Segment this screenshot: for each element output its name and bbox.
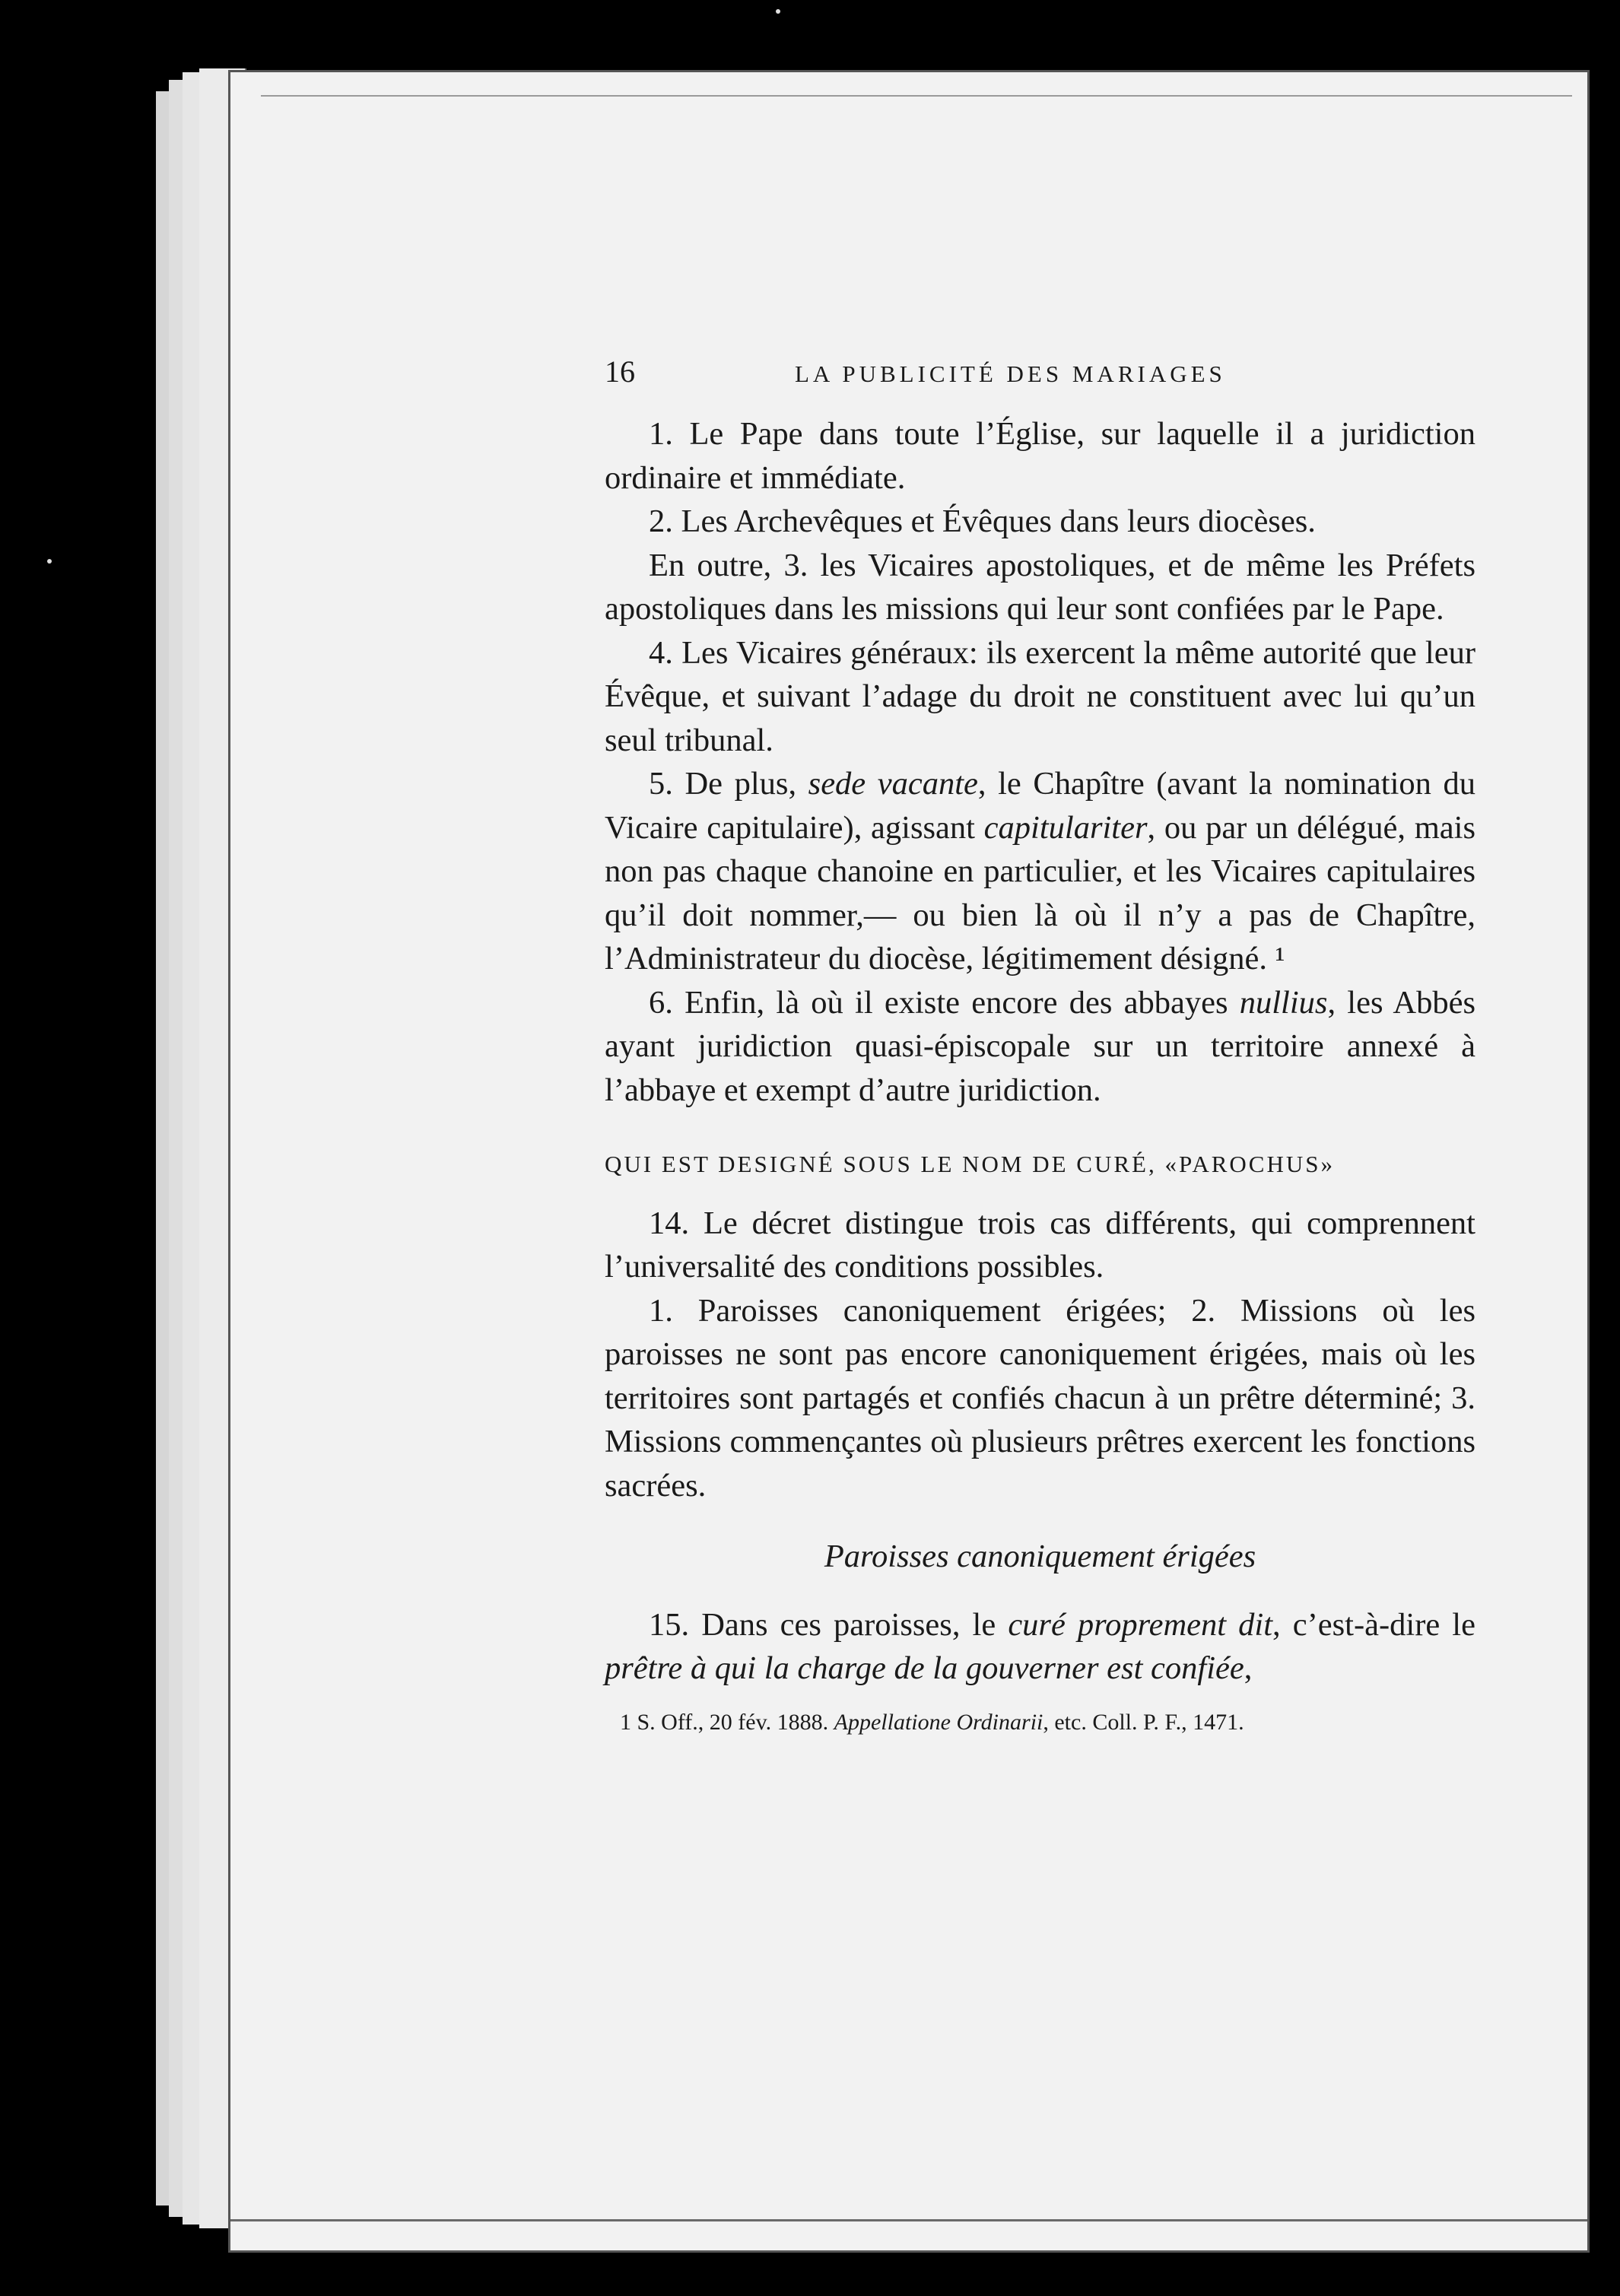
paragraph-14-list: 1. Paroisses canoniquement érigées; 2. Missions où les paroisses ne sont pas encore canoniquement érigées, mais où les territoires sont partagés et confiés chacun à un prêtre déterminé; 3. Missions commençantes où plusieurs prêtres exercent les fonctions sacrées. — [605, 1292, 1475, 1504]
italic-run: prêtre à qui la charge de la gouverner est confiée — [605, 1650, 1244, 1686]
text-run: 1 S. Off., 20 fév. 1888. — [620, 1709, 834, 1735]
italic-run: sede vacante — [808, 766, 978, 802]
italic-run: curé proprement dit — [1008, 1606, 1273, 1643]
page-number: 16 — [605, 354, 635, 389]
text-run: , etc. Coll. P. F., 1471. — [1043, 1709, 1244, 1735]
paragraph-2: 2. Les Archevêques et Évêques dans leurs diocèses. — [649, 503, 1316, 539]
paragraph-6 — [605, 981, 1475, 1113]
footnote — [605, 1707, 1475, 1738]
text-run: 5. De plus, — [649, 766, 808, 802]
italic-run: nullius — [1239, 984, 1328, 1021]
text-run: , les Abbés ayant juridiction quasi-épiscopale sur un territoire annexé à l’abbaye et exempt d’autre juridiction. — [605, 984, 1475, 1108]
paragraph-4: 4. Les Vicaires généraux: ils exercent la même autorité que leur Évêque, et suivant l’adage du droit ne constituent avec lui qu’un seul tribunal. — [605, 634, 1475, 758]
text-run: 6. Enfin, là où il existe encore des abbayes — [649, 984, 1240, 1021]
text-run: , le Chapître (avant la nomination du Vicaire capitulaire), agissant — [605, 766, 1475, 846]
page-rule-bottom — [230, 2219, 1587, 2221]
running-title: LA PUBLICITÉ DES MARIAGES — [795, 360, 1226, 387]
paragraph-1: 1. Le Pape dans toute l’Église, sur laquelle il a juridiction ordinaire et immédiate. — [605, 416, 1475, 496]
italic-run: capitulariter — [983, 809, 1148, 846]
paragraph-14: 14. Le décret distingue trois cas différents, qui comprennent l’universalité des conditions possibles. — [605, 1205, 1475, 1285]
scan-speck — [776, 9, 780, 14]
text-run: , — [1244, 1650, 1253, 1686]
section-heading: QUI EST DESIGNÉ SOUS LE NOM DE CURÉ, «PAROCHUS» — [605, 1151, 1336, 1177]
running-head — [605, 350, 1475, 395]
italic-run: Appellatione Ordinarii — [834, 1709, 1043, 1735]
paragraph-5 — [605, 762, 1475, 981]
text-run: 15. Dans ces paroisses, le — [649, 1606, 1009, 1643]
text-run: , ou par un délégué, mais non pas chaque chanoine en particulier, et les Vicaires capitulaires qu’il doit nommer,— ou bien là où il n’y a pas de Chapître, l’Administrateur du diocèse, légitimement désigné. ¹ — [605, 809, 1475, 977]
page-rule-top — [261, 95, 1572, 97]
page-text — [605, 350, 1475, 1738]
paragraph-15 — [605, 1603, 1475, 1691]
text-run: , c’est-à-dire le — [1272, 1606, 1475, 1643]
paragraph-3: En outre, 3. les Vicaires apostoliques, et de même les Préfets apostoliques dans les missions qui leur sont confiées par le Pape. — [605, 547, 1475, 627]
scan-speck — [47, 559, 52, 564]
subheading: Paroisses canoniquement érigées — [824, 1539, 1256, 1574]
